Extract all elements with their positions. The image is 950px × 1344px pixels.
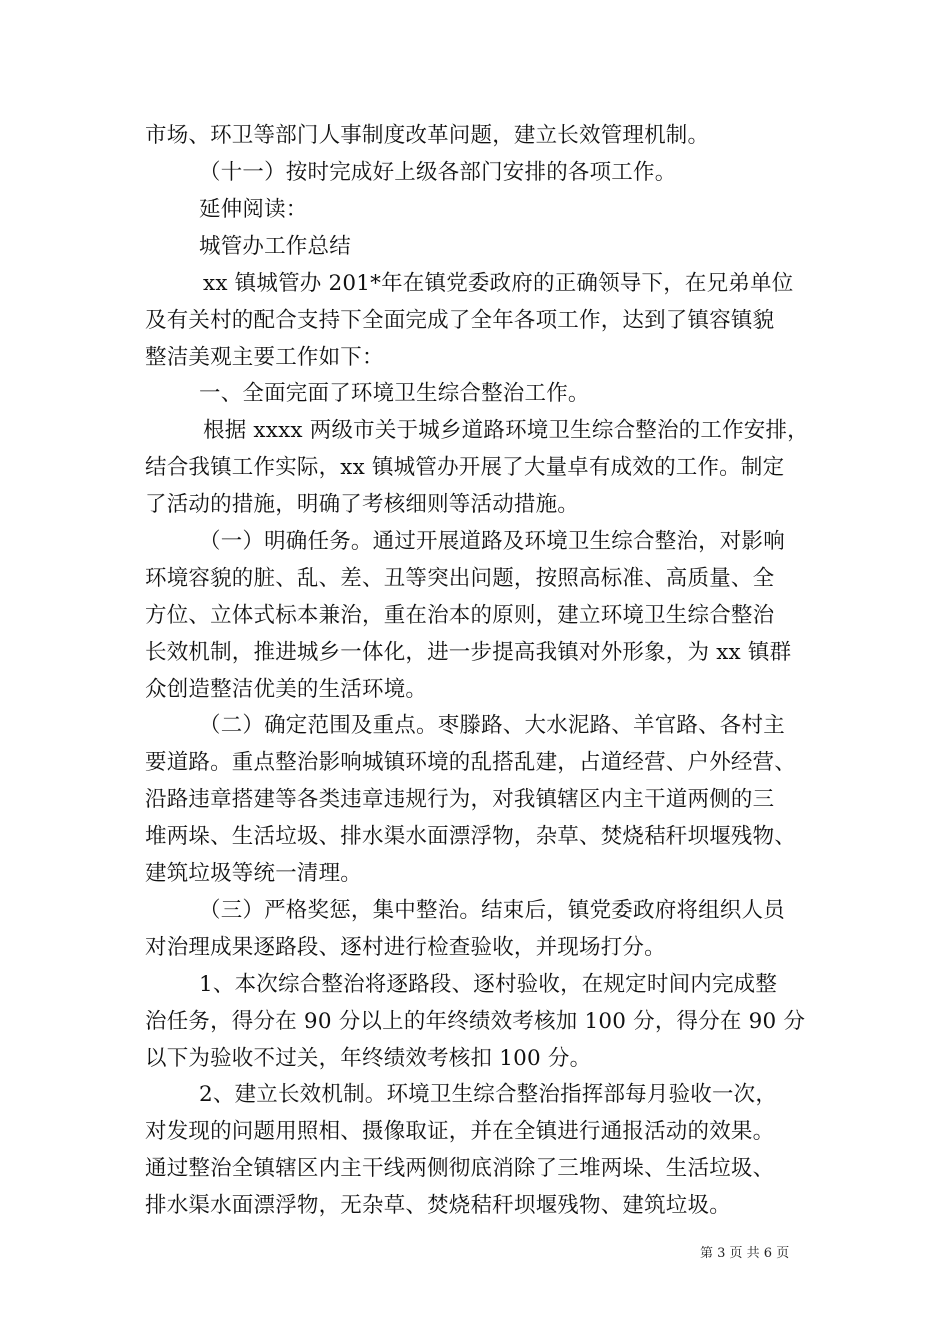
text-line: 众创造整洁优美的生活环境。 <box>145 677 428 702</box>
text-line: （二）确定范围及重点。枣滕路、大水泥路、羊官路、各村主 <box>199 713 785 738</box>
text-line: 要道路。重点整治影响城镇环境的乱搭乱建，占道经营、户外经营、 <box>145 750 797 775</box>
text-line: （三）严格奖惩，集中整治。结束后，镇党委政府将组织人员 <box>199 898 785 923</box>
text-line: 治任务，得分在 90 分以上的年终绩效考核加 100 分，得分在 90 分 <box>145 1009 806 1034</box>
text-line: 对发现的问题用照相、摄像取证，并在全镇进行通报活动的效果。 <box>145 1119 775 1144</box>
text-line: 整洁美观主要工作如下： <box>145 345 384 370</box>
text-line: 环境容貌的脏、乱、差、丑等突出问题，按照高标准、高质量、全 <box>145 566 775 591</box>
text-line: 排水渠水面漂浮物，无杂草、焚烧秸秆坝堰残物、建筑垃圾。 <box>145 1193 731 1218</box>
text-line: 建筑垃圾等统一清理。 <box>145 861 363 886</box>
text-line: 堆两垛、生活垃圾、排水渠水面漂浮物，杂草、焚烧秸秆坝堰残物、 <box>145 824 797 849</box>
text-line: 对治理成果逐路段、逐村进行检查验收，并现场打分。 <box>145 935 666 960</box>
text-line: 2、建立长效机制。环境卫生综合整治指挥部每月验收一次， <box>199 1082 778 1107</box>
text-line: 长效机制，推进城乡一体化，进一步提高我镇对外形象，为 xx 镇群 <box>145 640 792 665</box>
text-line: 了活动的措施，明确了考核细则等活动措施。 <box>145 492 580 517</box>
text-line: 通过整治全镇辖区内主干线两侧彻底消除了三堆两垛、生活垃圾、 <box>145 1156 775 1181</box>
section-heading: 城管办工作总结 <box>199 234 351 259</box>
text-line: 沿路违章搭建等各类违章违规行为，对我镇辖区内主干道两侧的三 <box>145 787 775 812</box>
text-line: 根据 xxxx 两级市关于城乡道路环境卫生综合整治的工作安排， <box>203 418 809 443</box>
text-line: （一）明确任务。通过开展道路及环境卫生综合整治，对影响 <box>199 529 785 554</box>
text-line: 以下为验收不过关，年终绩效考核扣 100 分。 <box>145 1046 592 1071</box>
text-line: 方位、立体式标本兼治，重在治本的原则，建立环境卫生综合整治 <box>145 603 775 628</box>
text-line: （十一）按时完成好上级各部门安排的各项工作。 <box>199 160 677 185</box>
page-number: 第 3 页 共 6 页 <box>700 1246 790 1261</box>
text-line: 及有关村的配合支持下全面完成了全年各项工作，达到了镇容镇貌 <box>145 308 775 333</box>
text-line: xx 镇城管办 201*年在镇党委政府的正确领导下，在兄弟单位 <box>203 271 794 296</box>
text-line: 1、本次综合整治将逐路段、逐村验收，在规定时间内完成整 <box>199 972 778 997</box>
text-line: 一、全面完面了环境卫生综合整治工作。 <box>199 381 590 406</box>
text-line: 延伸阅读： <box>199 197 308 222</box>
text-line: 市场、环卫等部门人事制度改革问题，建立长效管理机制。 <box>145 123 710 148</box>
text-line: 结合我镇工作实际，xx 镇城管办开展了大量卓有成效的工作。制定 <box>145 455 785 480</box>
